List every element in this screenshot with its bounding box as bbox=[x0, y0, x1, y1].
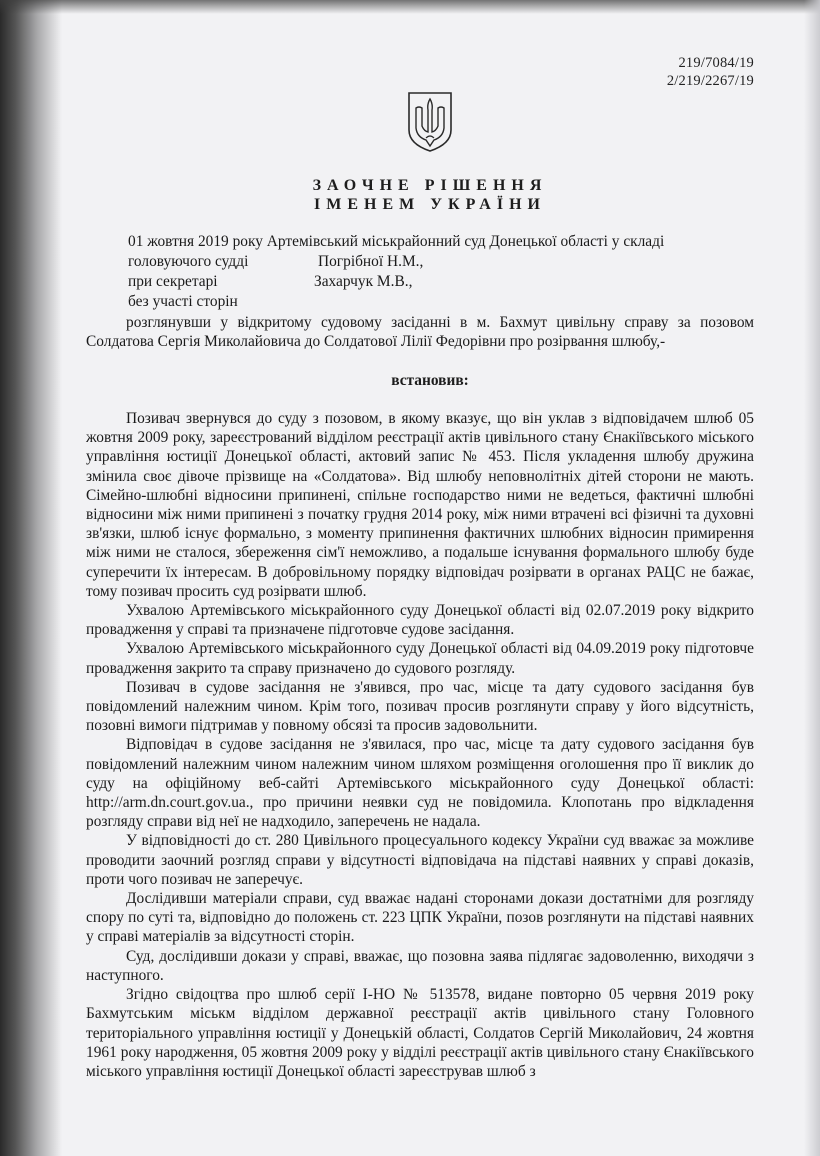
paragraph-9: Згідно свідоцтва про шлюб серії І-НО № 513578, видане повторно 05 червня 2019 року Бахмутським міськм відділом державної реєстрації актів цивільного стану Головного територіального управління юстиції у Донецькій області, Солдатов Сергій Миколайович, 24 жовтня 1961 року народження, 05 жовтня 2009 року у відділі реєстрації актів цивільного стану Єнакіївського міського управління юстиції Донецької області зареєстрував шлюб з bbox=[86, 986, 754, 1080]
paragraph-6: У відповідності до ст. 280 Цивільного процесуального кодексу України суд вважає за можливе проводити заочний розгляд справи у відсутності відповідача на підставі наявних у справі доказів, проти чого позивач не заперечує. bbox=[86, 832, 754, 888]
parties-note: без участі сторін bbox=[128, 293, 238, 310]
scan-shadow-right bbox=[804, 0, 820, 1156]
paragraph-2: Ухвалою Артемівського міськрайонного суду Донецької області від 02.07.2019 року відкрито провадження у справі та призначене підготовче судове засідання. bbox=[86, 602, 754, 639]
paragraph-3: Ухвалою Артемівського міськрайонного суду Донецької області від 04.09.2019 року підготовче провадження закрито та справу призначено до судового розгляду. bbox=[86, 640, 754, 677]
paragraph-7: Дослідивши матеріали справи, суд вважає надані сторонами докази достатніми для розгляду спору по суті та, відповідно до положень ст. 223 ЦПК України, позов розглянути на підставі наявних у справі матеріалів за відсутності сторін. bbox=[86, 890, 754, 946]
secretary-label: при секретарі bbox=[128, 273, 218, 290]
paragraph-8: Суд, дослідивши докази у справі, вважає, що позовна заява підлягає задоволенню, виходячи з наступного. bbox=[86, 947, 754, 984]
case-number-2: 2/219/2267/19 bbox=[666, 73, 754, 89]
considered-paragraph bbox=[86, 313, 754, 351]
scan-shadow-left bbox=[0, 0, 62, 1156]
case-numbers bbox=[667, 54, 754, 90]
ukraine-trident-emblem-icon bbox=[406, 90, 454, 154]
body-text bbox=[86, 409, 754, 1081]
header-date-court: 01 жовтня 2019 року Артемівський міськрайонний суд Донецької області у складі bbox=[128, 233, 665, 250]
case-number-1: 219/7084/19 bbox=[678, 55, 754, 71]
considered-text: розглянувши у відкритому судовому засіданні в м. Бахмут цивільну справу за позовом Солдатова Сергія Миколайовича до Солдатової Лілії Федорівни про розірвання шлюбу,- bbox=[86, 314, 754, 351]
paragraph-1: Позивач звернувся до суду з позовом, в якому вказує, що він уклав з відповідачем шлюб 05 жовтня 2009 року, зареєстрований відділом реєстрації актів цивільного стану Єнакіївського міського управління юстиції Донецької області, актовий запис № 453. Після укладення шлюбу дружина змінила своє дівоче прізвище на «Солдатова». Від шлюбу неповнолітніх дітей сторони не мають. Сімейно-шлюбні відносини припинені, спільне господарство ними не ведеться, фактичні шлюбні відносини між ними припинені з початку грудня 2014 року, між ними втрачені всі фізичні та духовні зв'язки, шлюб існує формально, з моменту припинення фактичних шлюбних відносин примирення між ними не сталося, збереження сім'ї неможливо, а подальше існування формального шлюбу буде суперечити їх інтересам. В добровільному порядку відповідач розірвати в органах РАЦС не бажає, тому позивач просить суд розірвати шлюб. bbox=[86, 410, 754, 600]
judge-label: головуючого судді bbox=[128, 253, 249, 270]
paragraph-4: Позивач в судове засідання не з'явився, про час, місце та дату судового засідання був повідомлений належним чином. Крім того, позивач просив розглянути справу у його відсутність, позовні вимоги підтримав у повному обсязі та просив задовольнити. bbox=[86, 678, 754, 735]
document-title: ЗАОЧНЕ РІШЕННЯ bbox=[312, 177, 548, 194]
scan-shadow-top bbox=[0, 0, 820, 14]
judge-name: Погрібної Н.М., bbox=[318, 253, 424, 270]
section-heading: встановив: bbox=[391, 372, 469, 389]
paragraph-5: Відповідач в судове засідання не з'явилася, про час, місце та дату судового засідання був повідомлений належним чином належним чином шляхом розміщення оголошення про її виклик до суду на офіційному веб-сайті Артемівського міськрайонного суду Донецької області: http://arm.dn.court.gov.ua., про причини неявки суд не повідомила. Клопотань про відкладення розгляду справи від неї не надходило, заперечень не надала. bbox=[86, 736, 754, 831]
secretary-name: Захарчук М.В., bbox=[314, 273, 413, 290]
document-subtitle: ІМЕНЕМ УКРАЇНИ bbox=[314, 196, 546, 213]
